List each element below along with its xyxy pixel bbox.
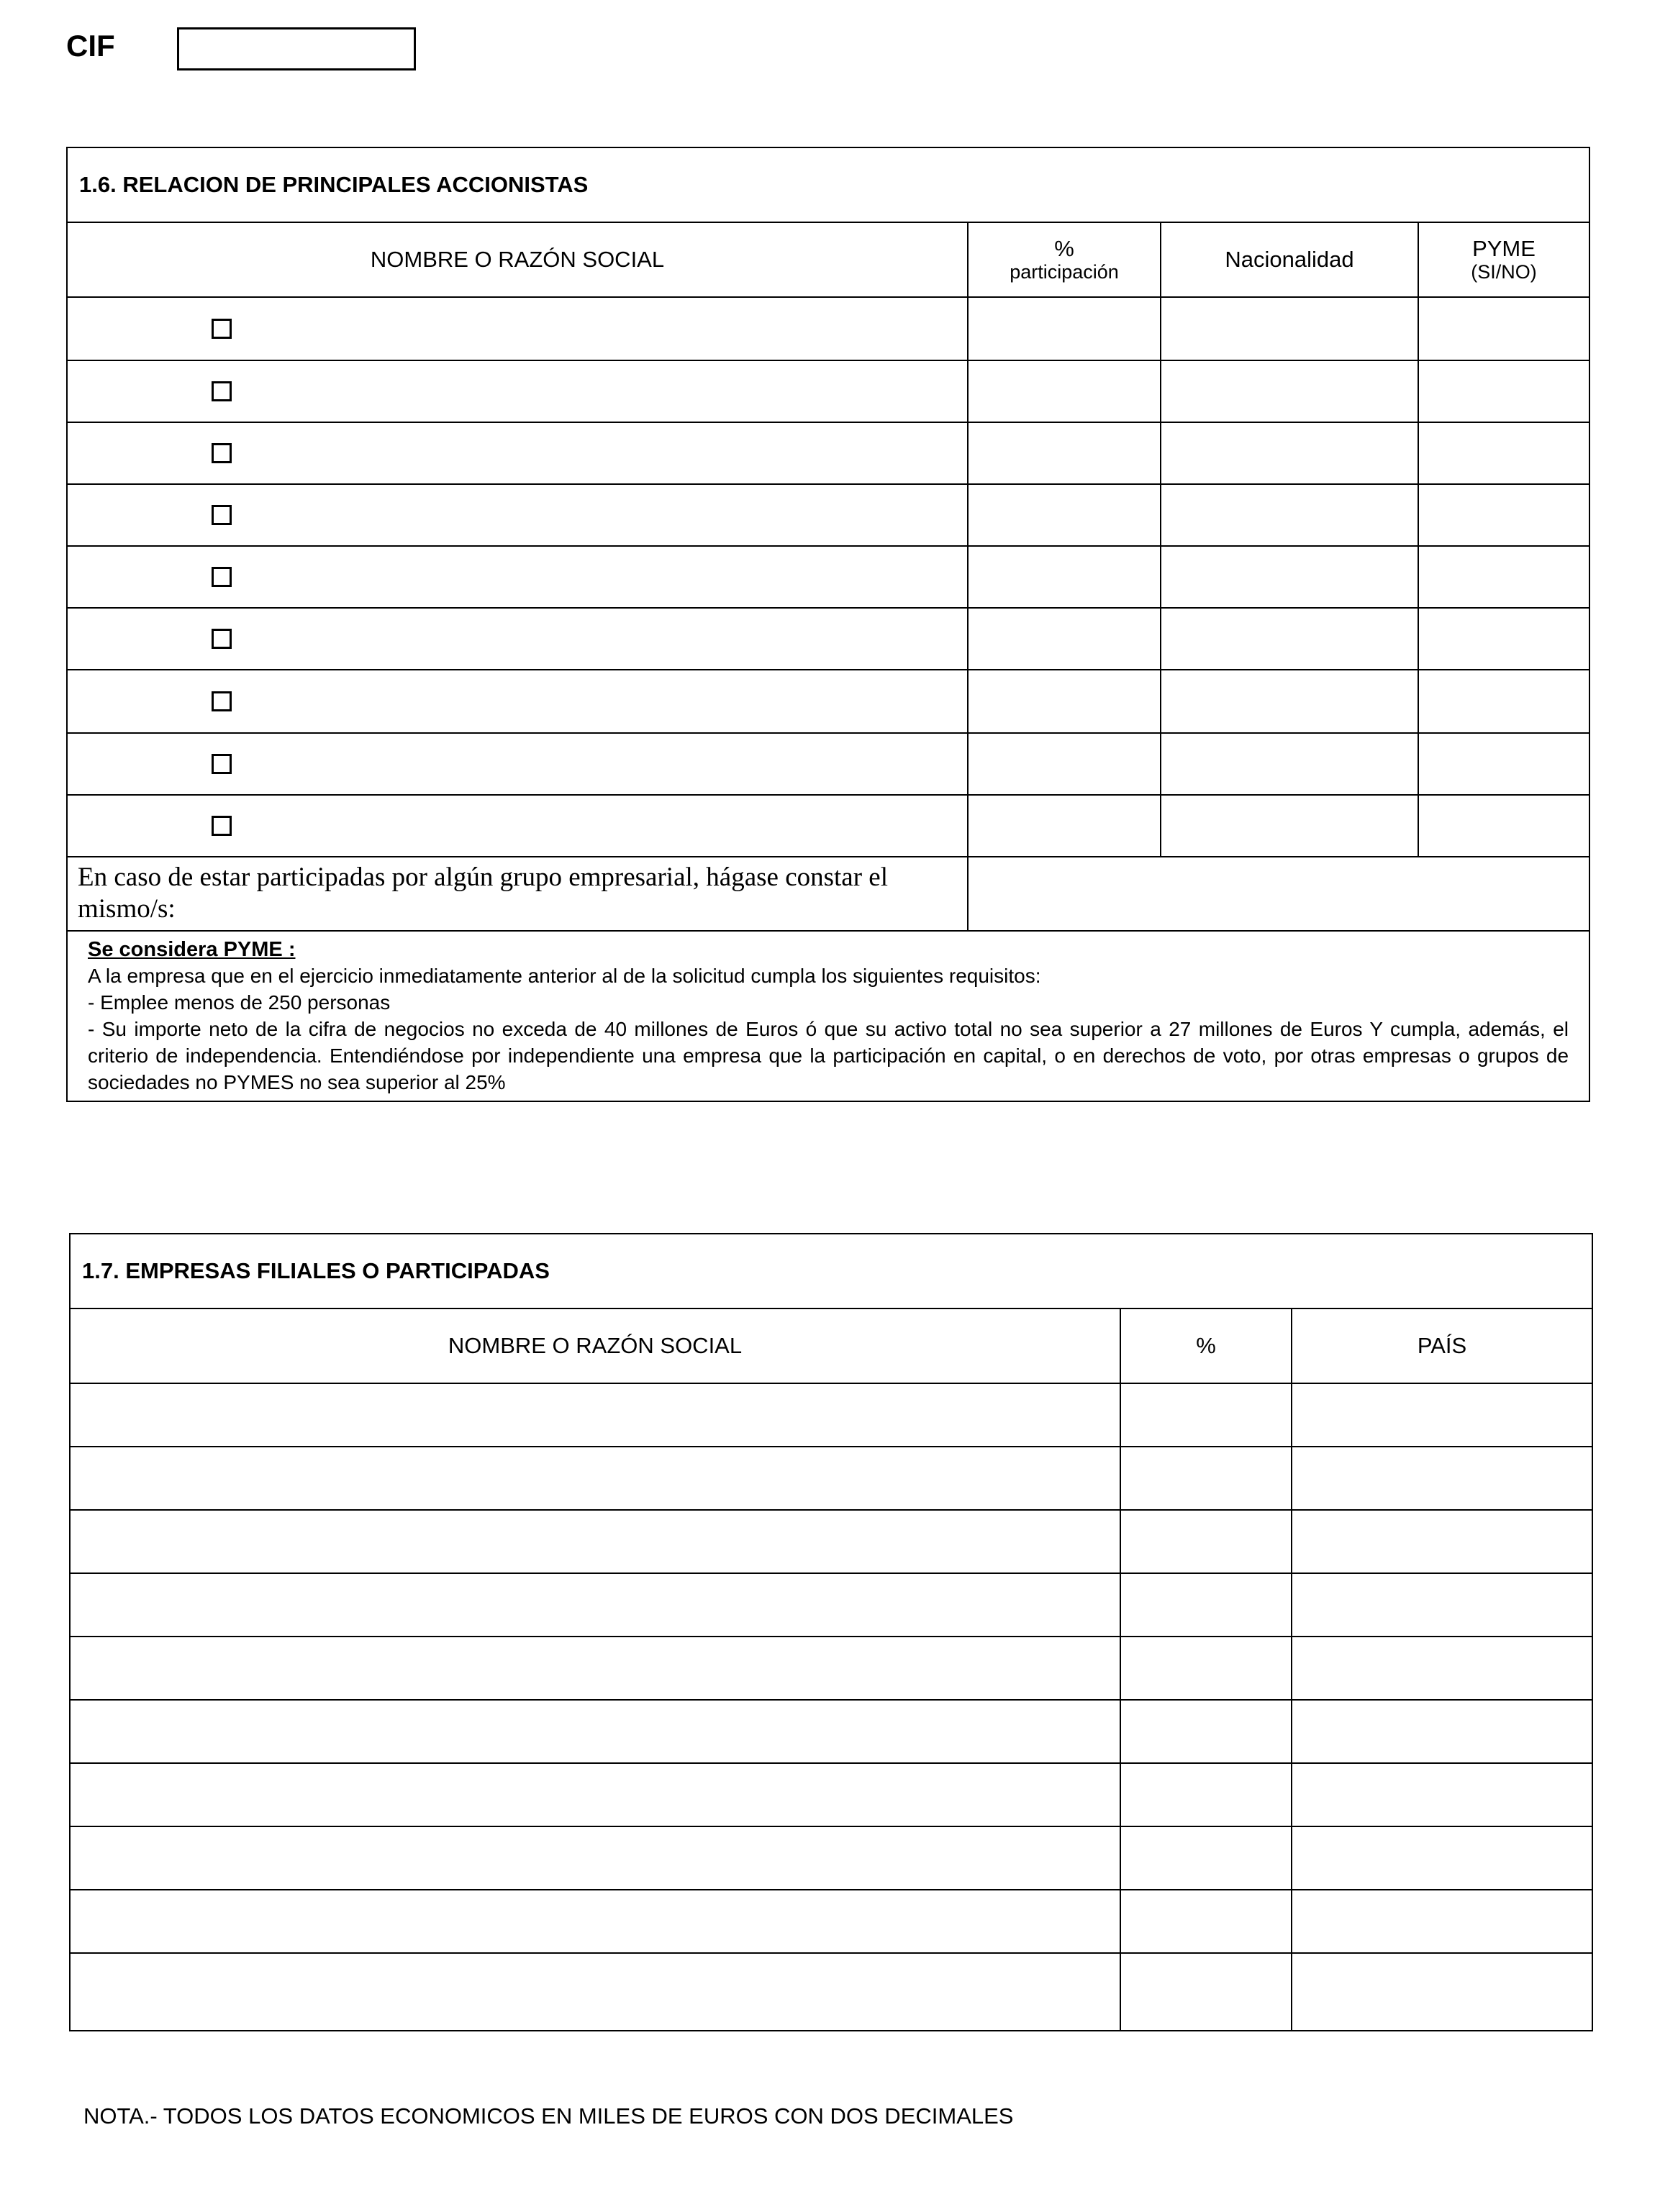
nacionalidad-cell[interactable] (1161, 733, 1418, 795)
nacionalidad-cell[interactable] (1161, 795, 1418, 857)
nacionalidad-cell[interactable] (1161, 670, 1418, 733)
participacion-cell[interactable] (968, 422, 1161, 484)
participacion-cell[interactable] (968, 546, 1161, 608)
shareholder-checkbox[interactable] (212, 381, 232, 401)
pyme-cell[interactable] (1418, 360, 1589, 422)
shareholder-row (67, 670, 1589, 733)
shareholder-checkbox[interactable] (212, 443, 232, 463)
subsidiary-row (70, 1447, 1592, 1510)
nacionalidad-cell[interactable] (1161, 484, 1418, 546)
filial-pais-cell[interactable] (1292, 1700, 1592, 1763)
header-participacion-symbol: % (1054, 235, 1074, 261)
shareholder-row (67, 795, 1589, 857)
filial-porcentaje-cell[interactable] (1120, 1890, 1292, 1953)
filial-pais-cell[interactable] (1292, 1383, 1592, 1447)
participacion-cell[interactable] (968, 608, 1161, 670)
subsidiary-row (70, 1763, 1592, 1826)
shareholder-checkbox[interactable] (212, 629, 232, 649)
filial-porcentaje-cell[interactable] (1120, 1573, 1292, 1637)
shareholder-checkbox[interactable] (212, 567, 232, 587)
subsidiary-row (70, 1573, 1592, 1637)
nombre-cell[interactable] (67, 608, 968, 670)
filial-nombre-cell[interactable] (70, 1447, 1120, 1510)
subsidiaries-table (69, 1233, 1593, 2031)
filial-nombre-cell[interactable] (70, 1700, 1120, 1763)
pyme-note-line: - Emplee menos de 250 personas (88, 991, 391, 1014)
filial-pais-cell[interactable] (1292, 1890, 1592, 1953)
filial-pais-cell[interactable] (1292, 1573, 1592, 1637)
grupo-empresarial-label: En caso de estar participadas por algún grupo empresarial, hágase constar el mismo/s: (67, 857, 968, 931)
filial-nombre-cell[interactable] (70, 1573, 1120, 1637)
shareholder-checkbox[interactable] (212, 754, 232, 774)
filial-pais-cell[interactable] (1292, 1510, 1592, 1573)
header-pais: PAÍS (1292, 1308, 1592, 1383)
subsidiary-row (70, 1510, 1592, 1573)
pyme-cell[interactable] (1418, 733, 1589, 795)
filial-pais-cell[interactable] (1292, 1763, 1592, 1826)
filial-nombre-cell[interactable] (70, 1637, 1120, 1700)
section-title-subsidiaries: 1.7. EMPRESAS FILIALES O PARTICIPADAS (70, 1234, 1592, 1308)
filial-porcentaje-cell[interactable] (1120, 1763, 1292, 1826)
header-pyme-label: PYME (1472, 235, 1536, 261)
participacion-cell[interactable] (968, 484, 1161, 546)
shareholder-checkbox[interactable] (212, 691, 232, 711)
nombre-cell[interactable] (67, 733, 968, 795)
header-nombre-filial: NOMBRE O RAZÓN SOCIAL (70, 1308, 1120, 1383)
header-participacion (968, 222, 1161, 297)
shareholder-checkbox[interactable] (212, 319, 232, 339)
header-pyme-sub: (SI/NO) (1471, 261, 1537, 283)
header-nacionalidad: Nacionalidad (1161, 222, 1418, 297)
nacionalidad-cell[interactable] (1161, 297, 1418, 360)
nombre-cell[interactable] (67, 670, 968, 733)
filial-porcentaje-cell[interactable] (1120, 1637, 1292, 1700)
shareholders-table (66, 147, 1590, 1102)
nacionalidad-cell[interactable] (1161, 360, 1418, 422)
footer-note: NOTA.- TODOS LOS DATOS ECONOMICOS EN MILES DE EUROS CON DOS DECIMALES (83, 2103, 1014, 2129)
filial-porcentaje-cell[interactable] (1120, 1826, 1292, 1890)
pyme-cell[interactable] (1418, 546, 1589, 608)
nacionalidad-cell[interactable] (1161, 546, 1418, 608)
shareholder-row (67, 360, 1589, 422)
participacion-cell[interactable] (968, 297, 1161, 360)
pyme-note (67, 931, 1589, 1101)
shareholder-checkbox[interactable] (212, 816, 232, 836)
shareholder-row (67, 422, 1589, 484)
header-pyme (1418, 222, 1589, 297)
subsidiary-row (70, 1383, 1592, 1447)
nombre-cell[interactable] (67, 484, 968, 546)
cif-label: CIF (66, 29, 115, 63)
filial-porcentaje-cell[interactable] (1120, 1700, 1292, 1763)
pyme-note-title: Se considera PYME : (88, 937, 296, 961)
filial-porcentaje-cell[interactable] (1120, 1383, 1292, 1447)
pyme-cell[interactable] (1418, 670, 1589, 733)
nombre-cell[interactable] (67, 360, 968, 422)
filial-pais-cell[interactable] (1292, 1637, 1592, 1700)
pyme-cell[interactable] (1418, 422, 1589, 484)
participacion-cell[interactable] (968, 360, 1161, 422)
section-title-shareholders: 1.6. RELACION DE PRINCIPALES ACCIONISTAS (67, 147, 1589, 222)
pyme-cell[interactable] (1418, 297, 1589, 360)
filial-porcentaje-cell[interactable] (1120, 1510, 1292, 1573)
header-nombre: NOMBRE O RAZÓN SOCIAL (67, 222, 968, 297)
nacionalidad-cell[interactable] (1161, 422, 1418, 484)
shareholder-row (67, 733, 1589, 795)
nacionalidad-cell[interactable] (1161, 608, 1418, 670)
subsidiary-row (70, 1953, 1592, 2031)
pyme-cell[interactable] (1418, 608, 1589, 670)
filial-nombre-cell[interactable] (70, 1826, 1120, 1890)
shareholder-row (67, 608, 1589, 670)
shareholder-row (67, 297, 1589, 360)
filial-nombre-cell[interactable] (70, 1953, 1120, 2031)
pyme-cell[interactable] (1418, 795, 1589, 857)
grupo-empresarial-field[interactable] (968, 857, 1589, 931)
filial-nombre-cell[interactable] (70, 1890, 1120, 1953)
shareholder-row (67, 484, 1589, 546)
filial-nombre-cell[interactable] (70, 1510, 1120, 1573)
filial-nombre-cell[interactable] (70, 1383, 1120, 1447)
nombre-cell[interactable] (67, 422, 968, 484)
nombre-cell[interactable] (67, 795, 968, 857)
nombre-cell[interactable] (67, 297, 968, 360)
participacion-cell[interactable] (968, 733, 1161, 795)
cif-field[interactable] (177, 27, 416, 70)
participacion-cell[interactable] (968, 795, 1161, 857)
filial-nombre-cell[interactable] (70, 1763, 1120, 1826)
pyme-note-line: A la empresa que en el ejercicio inmediatamente anterior al de la solicitud cumpla los siguientes requisitos: (88, 965, 1041, 988)
subsidiary-row (70, 1890, 1592, 1953)
header-porcentaje: % (1120, 1308, 1292, 1383)
filial-porcentaje-cell[interactable] (1120, 1447, 1292, 1510)
subsidiary-row (70, 1637, 1592, 1700)
nombre-cell[interactable] (67, 546, 968, 608)
shareholder-row (67, 546, 1589, 608)
filial-pais-cell[interactable] (1292, 1447, 1592, 1510)
participacion-cell[interactable] (968, 670, 1161, 733)
header-participacion-label: participación (1010, 261, 1119, 283)
pyme-cell[interactable] (1418, 484, 1589, 546)
shareholder-checkbox[interactable] (212, 505, 232, 525)
subsidiary-row (70, 1700, 1592, 1763)
pyme-note-line: - Su importe neto de la cifra de negocios no exceda de 40 millones de Euros ó que su activo total no sea superior a 27 millones de Euros Y cumpla, además, el criterio de independencia. Entendiéndose por independiente una empresa que la participación en capital, o en derechos de voto, por otras empresas o grupos de sociedades no PYMES no sea superior al 25% (88, 1017, 1569, 1093)
filial-porcentaje-cell[interactable] (1120, 1953, 1292, 2031)
filial-pais-cell[interactable] (1292, 1826, 1592, 1890)
subsidiary-row (70, 1826, 1592, 1890)
filial-pais-cell[interactable] (1292, 1953, 1592, 2031)
